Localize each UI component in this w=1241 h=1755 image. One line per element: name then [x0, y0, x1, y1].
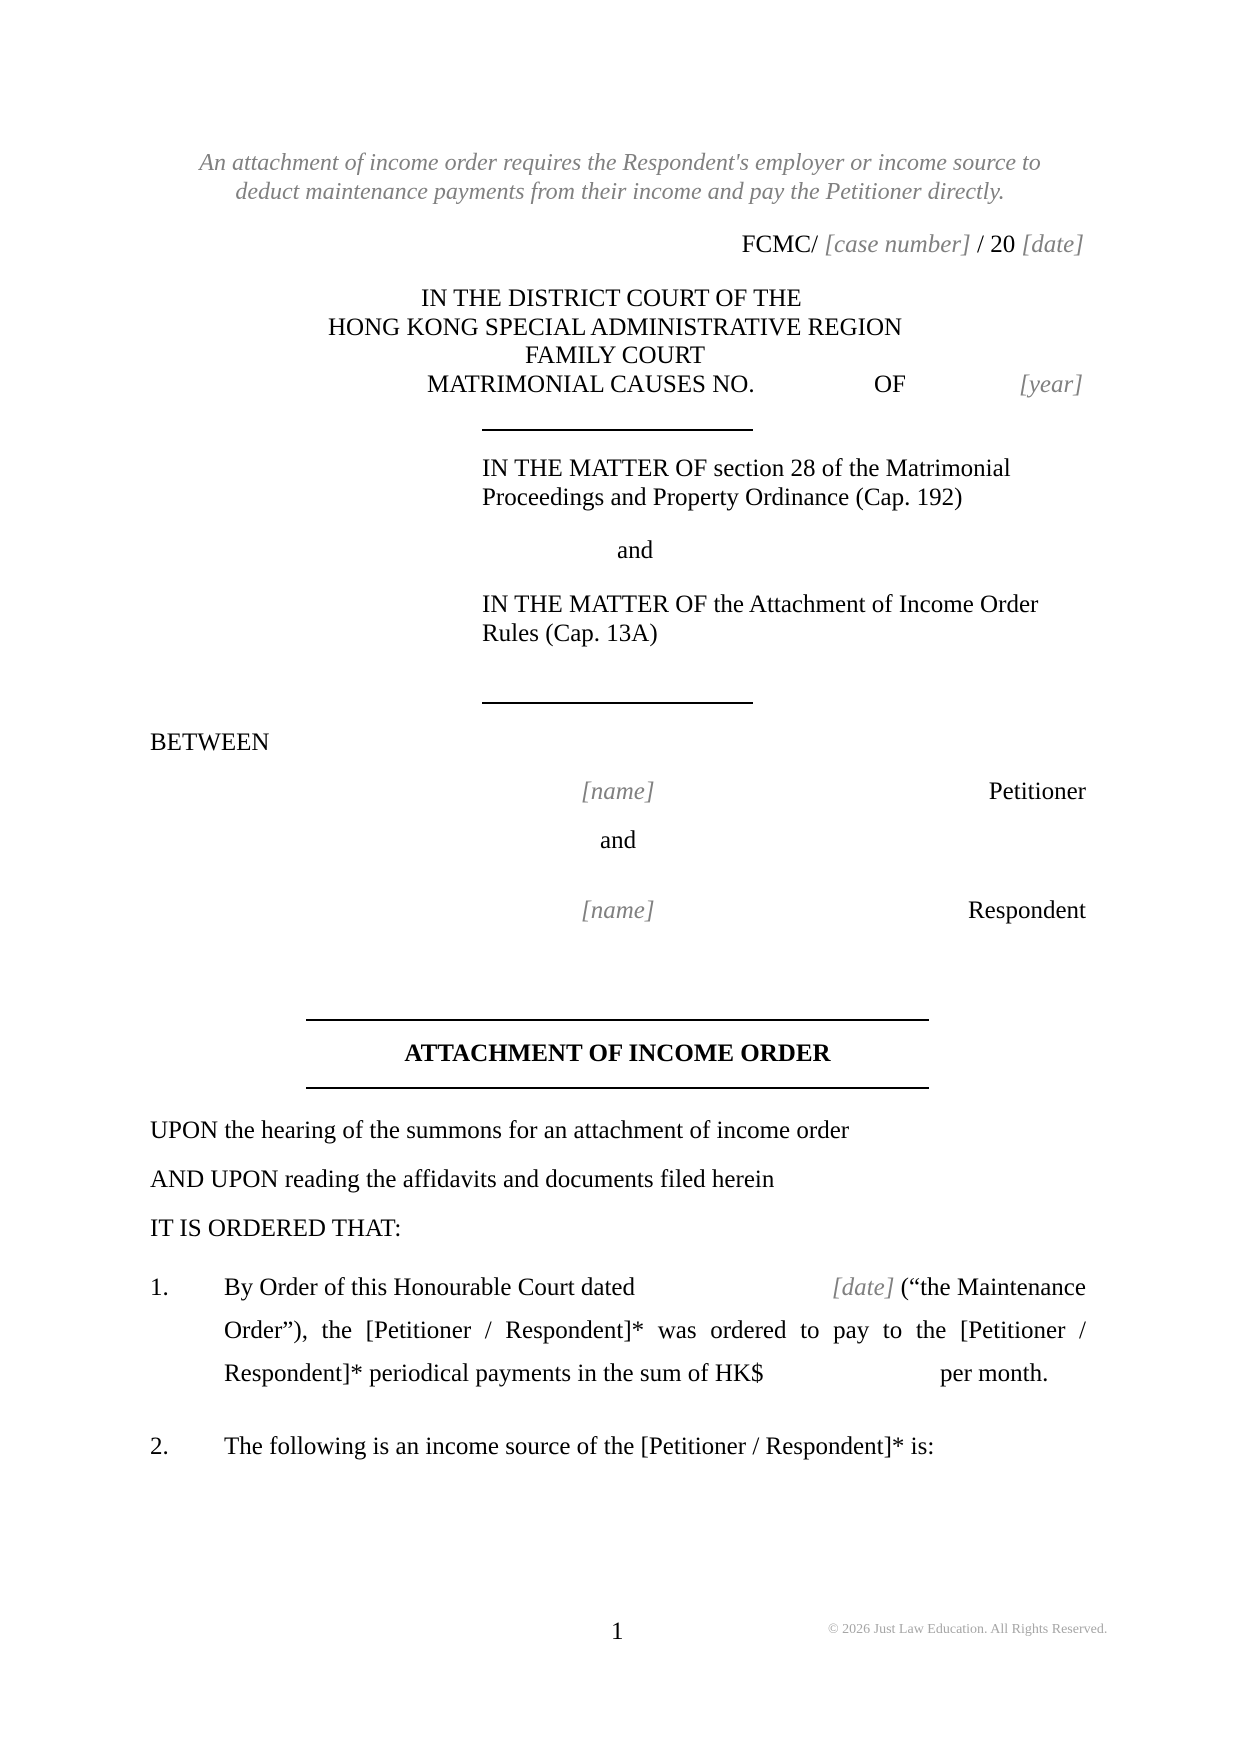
preamble-line-2: AND UPON reading the affidavits and documents filed herein [150, 1166, 775, 1193]
petitioner-name-placeholder: [name] [581, 778, 655, 805]
item-1-line-1a: By Order of this Honourable Court dated [224, 1274, 636, 1301]
title-rule-top [306, 1019, 929, 1021]
respondent-label: Respondent [967, 897, 1086, 924]
copyright-notice: © 2026 Just Law Education. All Rights Reserved. [828, 1622, 1108, 1637]
and-connector-2: and [600, 827, 637, 854]
item-1-line-2: Order”), the [Petitioner / Respondent]* was ordered to pay to the [Petitioner / [224, 1317, 1086, 1344]
divider-1 [482, 429, 753, 431]
item-1-line-1b: (“the Maintenance [900, 1274, 1086, 1301]
case-ref-mid: / 20 [977, 231, 1016, 258]
matter-1-line-2: Proceedings and Property Ordinance (Cap. 192) [482, 484, 963, 511]
case-date-placeholder: [date] [1021, 231, 1084, 258]
divider-2 [482, 702, 753, 704]
item-2-text: The following is an income source of the [Petitioner / Respondent]* is: [224, 1433, 935, 1460]
case-number-placeholder: [case number] [824, 231, 971, 258]
item-1-line-3b: per month. [940, 1360, 1049, 1387]
title-rule-bottom [306, 1087, 929, 1089]
case-reference [742, 230, 1084, 260]
preamble-line-1: UPON the hearing of the summons for an attachment of income order [150, 1117, 850, 1144]
matter-1-line-1: IN THE MATTER OF section 28 of the Matrimonial [482, 455, 1011, 482]
maintenance-order-date-placeholder: [date] [831, 1274, 895, 1301]
between-label: BETWEEN [150, 729, 270, 756]
matrimonial-causes-label: MATRIMONIAL CAUSES NO. [427, 371, 755, 398]
item-2-number: 2. [150, 1433, 169, 1460]
page-number: 1 [611, 1618, 624, 1645]
of-label: OF [874, 371, 906, 398]
note-line-1: An attachment of income order requires the Respondent's employer or income source to [199, 150, 1041, 176]
respondent-name-placeholder: [name] [581, 897, 655, 924]
court-line-3: FAMILY COURT [525, 342, 706, 369]
petitioner-label: Petitioner [988, 778, 1086, 805]
item-1-line-3a: Respondent]* periodical payments in the sum of HK$ [224, 1360, 764, 1387]
and-connector-1: and [617, 537, 654, 564]
matter-2-line-2: Rules (Cap. 13A) [482, 620, 658, 647]
item-1-line-1-end [832, 1273, 1086, 1303]
year-placeholder: [year] [1019, 371, 1083, 398]
preamble-line-3: IT IS ORDERED THAT: [150, 1215, 402, 1242]
court-line-2: HONG KONG SPECIAL ADMINISTRATIVE REGION [328, 314, 903, 341]
matter-2-line-1: IN THE MATTER OF the Attachment of Income Order [482, 591, 1039, 618]
court-line-1: IN THE DISTRICT COURT OF THE [421, 285, 802, 312]
document-title: ATTACHMENT OF INCOME ORDER [404, 1040, 831, 1067]
case-ref-prefix: FCMC/ [741, 231, 819, 258]
note-line-2: deduct maintenance payments from their income and pay the Petitioner directly. [235, 179, 1005, 205]
item-1-number: 1. [150, 1274, 169, 1301]
